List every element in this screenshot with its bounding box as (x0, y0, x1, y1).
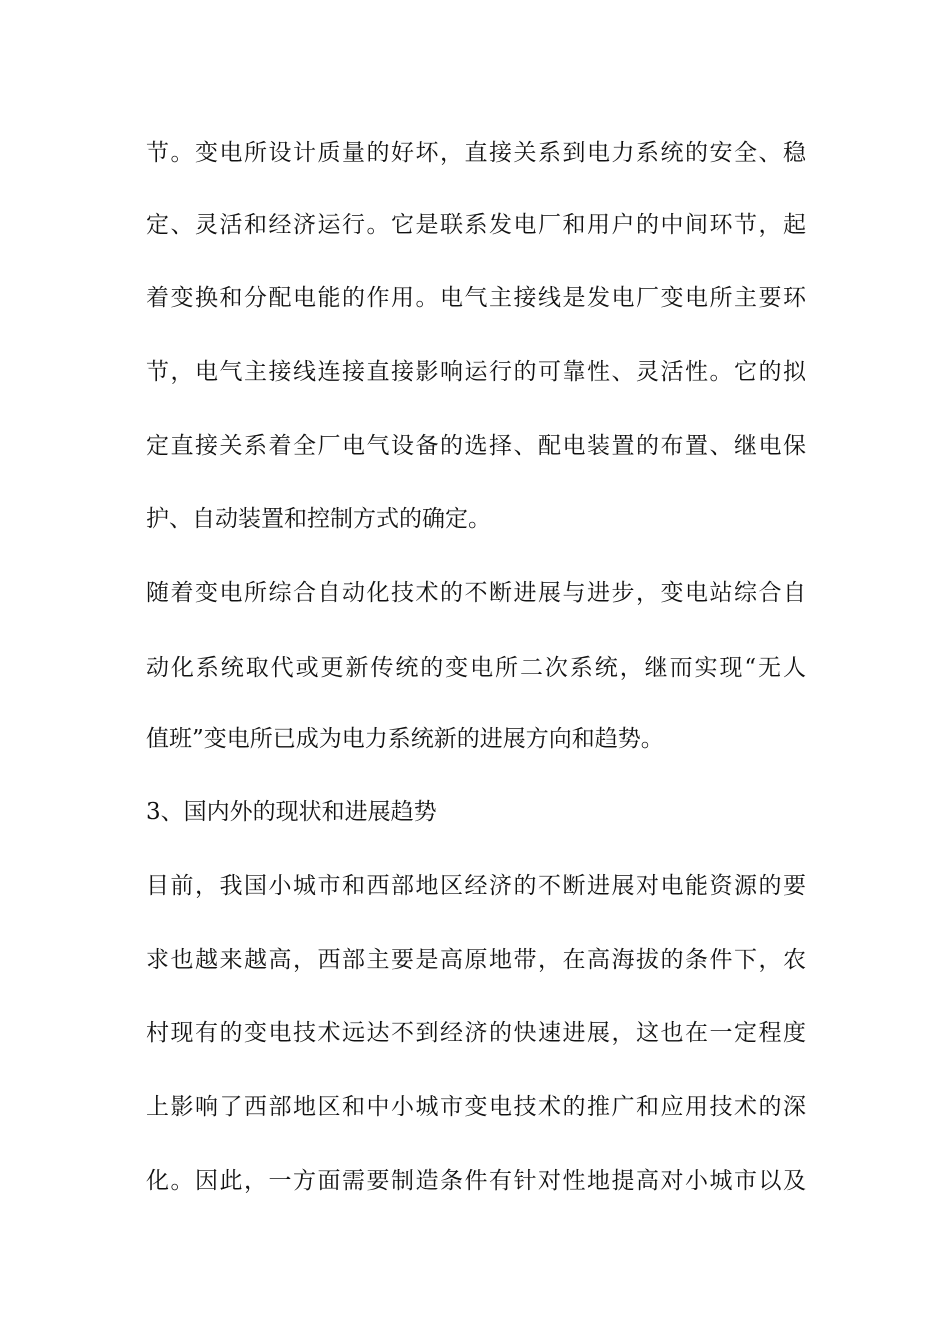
text-line: 节。变电所设计质量的好坏，直接关系到电力系统的安全、稳 (146, 140, 806, 166)
text-line: 化。因此，一方面需要制造条件有针对性地提高对小城市以及 (146, 1168, 806, 1194)
text-line: 节，电气主接线连接直接影响运行的可靠性、灵活性。它的拟 (146, 359, 806, 385)
text-line: 村现有的变电技术远达不到经济的快速进展，这也在一定程度 (146, 1020, 806, 1046)
text-line: 护、自动装置和控制方式的确定。 (146, 506, 491, 532)
text-line: 着变换和分配电能的作用。电气主接线是发电厂变电所主要环 (146, 285, 806, 311)
text-line: 定直接关系着全厂电气设备的选择、配电装置的布置、继电保 (146, 433, 806, 459)
text-line: 上影响了西部地区和中小城市变电技术的推广和应用技术的深 (146, 1094, 806, 1120)
section-heading: 3、国内外的现状和进展趋势 (146, 799, 437, 825)
text-line: 值班”变电所已成为电力系统新的进展方向和趋势。 (146, 726, 664, 752)
text-line: 随着变电所综合自动化技术的不断进展与进步，变电站综合自 (146, 580, 806, 606)
text-line: 目前，我国小城市和西部地区经济的不断进展对电能资源的要 (146, 873, 806, 899)
text-line: 动化系统取代或更新传统的变电所二次系统，继而实现“无人 (146, 655, 806, 681)
text-line: 求也越来越高，西部主要是高原地带，在高海拔的条件下，农 (146, 947, 806, 973)
text-line: 定、灵活和经济运行。它是联系发电厂和用户的中间环节，起 (146, 212, 806, 238)
